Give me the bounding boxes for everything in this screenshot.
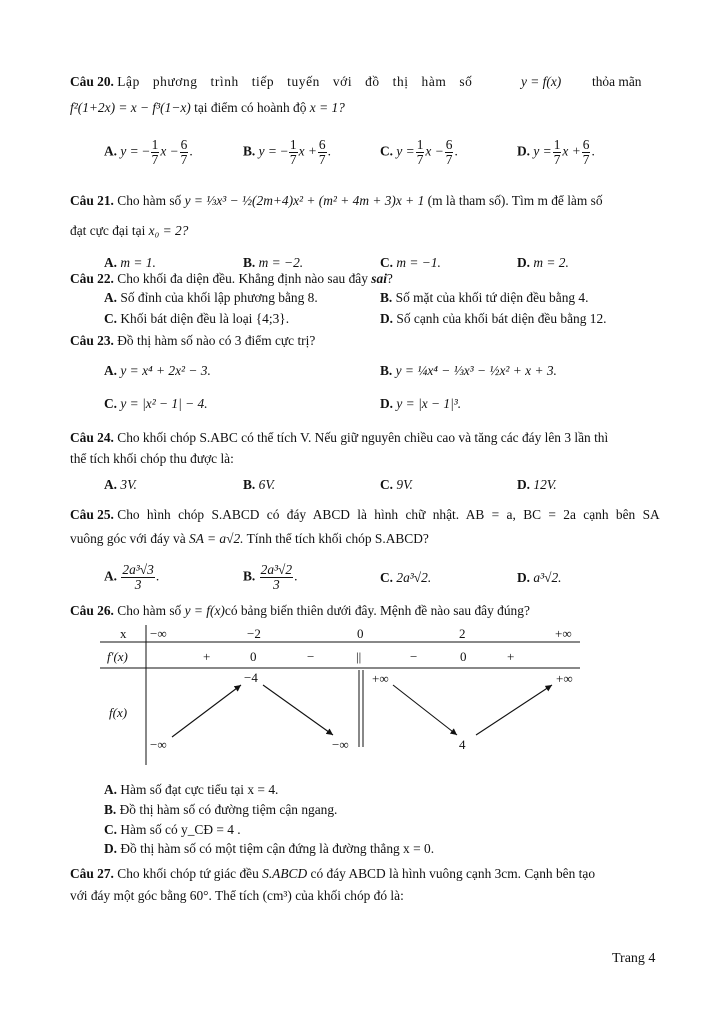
bbt-x-val: −2 (247, 626, 261, 641)
bbt-d-sign: 0 (460, 649, 467, 664)
q26-option-d: D. Đồ thị hàm số có một tiệm cận đứng là đường thẳng x = 0. (104, 841, 435, 856)
bbt-d-sign: − (307, 649, 315, 664)
q25-option-a: A. $\frac{\text{2a³√3}}{3}$ . (104, 562, 160, 593)
q20-text3: tại điểm có hoành độ (194, 100, 307, 115)
bbt-x-val: 2 (459, 626, 466, 641)
bbt-arrow-down (263, 685, 333, 735)
bbt-f-val: +∞ (372, 671, 389, 686)
q24-line1: Câu 24. Cho khối chóp S.ABC có thể tích V. Nếu giữ nguyên chiều cao và tăng các đáy lên 3 lần thì (70, 430, 609, 445)
bbt-f-val: 4 (459, 737, 466, 752)
q21-option-b: B. m = −2. (243, 255, 304, 270)
q25-option-d: D. a³√2. (517, 570, 562, 585)
q21-option-d: D. m = 2. (517, 255, 569, 270)
q25-line1: Câu 25. Cho hình chóp S.ABCD có đáy ABCD là hình chữ nhật. AB = a, BC = 2a cạnh bên SA (70, 507, 660, 522)
q23-line1: Câu 23. Đồ thị hàm số nào có 3 điểm cực trị? (70, 333, 316, 348)
page-number: Trang 4 (612, 951, 656, 966)
q24-option-b: B. 6V. (243, 477, 276, 492)
q27-line2: với đáy một góc bằng 60°. Thể tích (cm³) của khối chóp đó là: (70, 888, 404, 903)
q20-option-c: C. y = $\frac{1}{7}$ x − $\frac{6}{7}$ . (380, 137, 458, 168)
q21-option-a: A. m = 1. (104, 255, 156, 270)
q20-label: Câu 20. (70, 74, 114, 89)
q20-func: y = f(x) (521, 74, 562, 89)
q25-option-b: B. $\frac{\text{2a³√2}}{3}$ . (243, 562, 298, 593)
q23-option-c: C. y = |x² − 1| − 4. (104, 396, 208, 411)
q20-xval: x = 1? (309, 100, 345, 115)
bbt-x-val: 0 (357, 626, 364, 641)
bbt-f-val: −∞ (332, 737, 349, 752)
q22-option-a: A. Số đỉnh của khối lập phương bằng 8. (104, 290, 318, 305)
q21-line1: Câu 21. Cho hàm số y = ⅓x³ − ½(2m+4)x² + (m² + 4m + 3)x + 1 (m là tham số). Tìm m để làm số (70, 193, 603, 208)
bbt-arrow-down (393, 685, 457, 735)
q25-option-c: C. 2a³√2. (380, 570, 432, 585)
variation-table (100, 625, 580, 765)
q23-option-d: D. y = |x − 1|³. (380, 396, 462, 411)
q20-option-d: D. y = $\frac{1}{7}$ x + $\frac{6}{7}$ . (517, 137, 595, 168)
q21-func: y = ⅓x³ − ½(2m+4)x² + (m² + 4m + 3)x + 1 (184, 193, 425, 208)
q21-option-c: C. m = −1. (380, 255, 441, 270)
q24-option-a: A. 3V. (104, 477, 137, 492)
bbt-f-val: −∞ (150, 737, 167, 752)
q26-option-a: A. Hàm số đạt cực tiểu tại x = 4. (104, 782, 279, 797)
q22-option-b: B. Số mặt của khối tứ diện đều bằng 4. (380, 290, 589, 305)
bbt-d-sign: − (410, 649, 418, 664)
bbt-d-head: f′(x) (107, 649, 128, 664)
q20-text1: Lập phương trình tiếp tuyến với đồ thị hàm số (117, 74, 473, 89)
bbt-f-head: f(x) (109, 705, 128, 720)
q24-line2: thể tích khối chóp thu được là: (70, 451, 234, 466)
bbt-d-sign: 0 (250, 649, 257, 664)
q25-line2: vuông góc với đáy và SA = a√2. Tính thể tích khối chóp S.ABCD? (70, 531, 429, 546)
q23-option-a: A. y = x⁴ + 2x² − 3. (104, 363, 211, 378)
q20-text2: thỏa mãn (592, 74, 642, 89)
q20-cond: f²(1+2x) = x − f³(1−x) (70, 100, 191, 115)
q24-option-d: D. 12V. (517, 477, 557, 492)
q20-line2 (70, 100, 345, 116)
bbt-x-head: x (120, 626, 127, 641)
q22-option-c: C. Khối bát diện đều là loại {4;3}. (104, 311, 290, 326)
bbt-f-val: −4 (244, 670, 258, 685)
bbt-d-sign: + (507, 649, 515, 664)
bbt-d-sign: + (203, 649, 211, 664)
q20-option-a: A. y = − $\frac{1}{7}$ x − $\frac{6}{7}$ . (104, 137, 193, 168)
q22-option-d: D. Số cạnh của khối bát diện đều bằng 12. (380, 311, 607, 326)
q21-line2: đạt cực đại tại x₀ = 2? (70, 223, 189, 238)
bbt-f-val: +∞ (556, 671, 573, 686)
bbt-d-sign: || (356, 649, 362, 664)
bbt-x-val: −∞ (150, 626, 167, 641)
q20-option-b: B. y = − $\frac{1}{7}$ x + $\frac{6}{7}$ . (243, 137, 331, 168)
bbt-arrow-up (476, 685, 552, 735)
q20-line1 (70, 74, 472, 90)
q26-option-b: B. Đồ thị hàm số có đường tiệm cận ngang. (104, 802, 338, 817)
q23-option-b: B. y = ¼x⁴ − ⅓x³ − ½x² + x + 3. (380, 363, 557, 378)
bbt-x-val: +∞ (555, 626, 572, 641)
q26-option-c: C. Hàm số có y_CĐ = 4 . (104, 822, 241, 837)
bbt-arrow-up (172, 685, 241, 737)
q26-line1: Câu 26. Cho hàm số y = f(x)có bảng biến thiên dưới đây. Mệnh đề nào sau đây đúng? (70, 603, 530, 618)
q22-line1: Câu 22. Cho khối đa diện đều. Khẳng định nào sau đây sai? (70, 271, 393, 286)
q27-line1: Câu 27. Cho khối chóp tứ giác đều S.ABCD có đáy ABCD là hình vuông cạnh 3cm. Cạnh bên tạo (70, 866, 596, 881)
q24-option-c: C. 9V. (380, 477, 413, 492)
